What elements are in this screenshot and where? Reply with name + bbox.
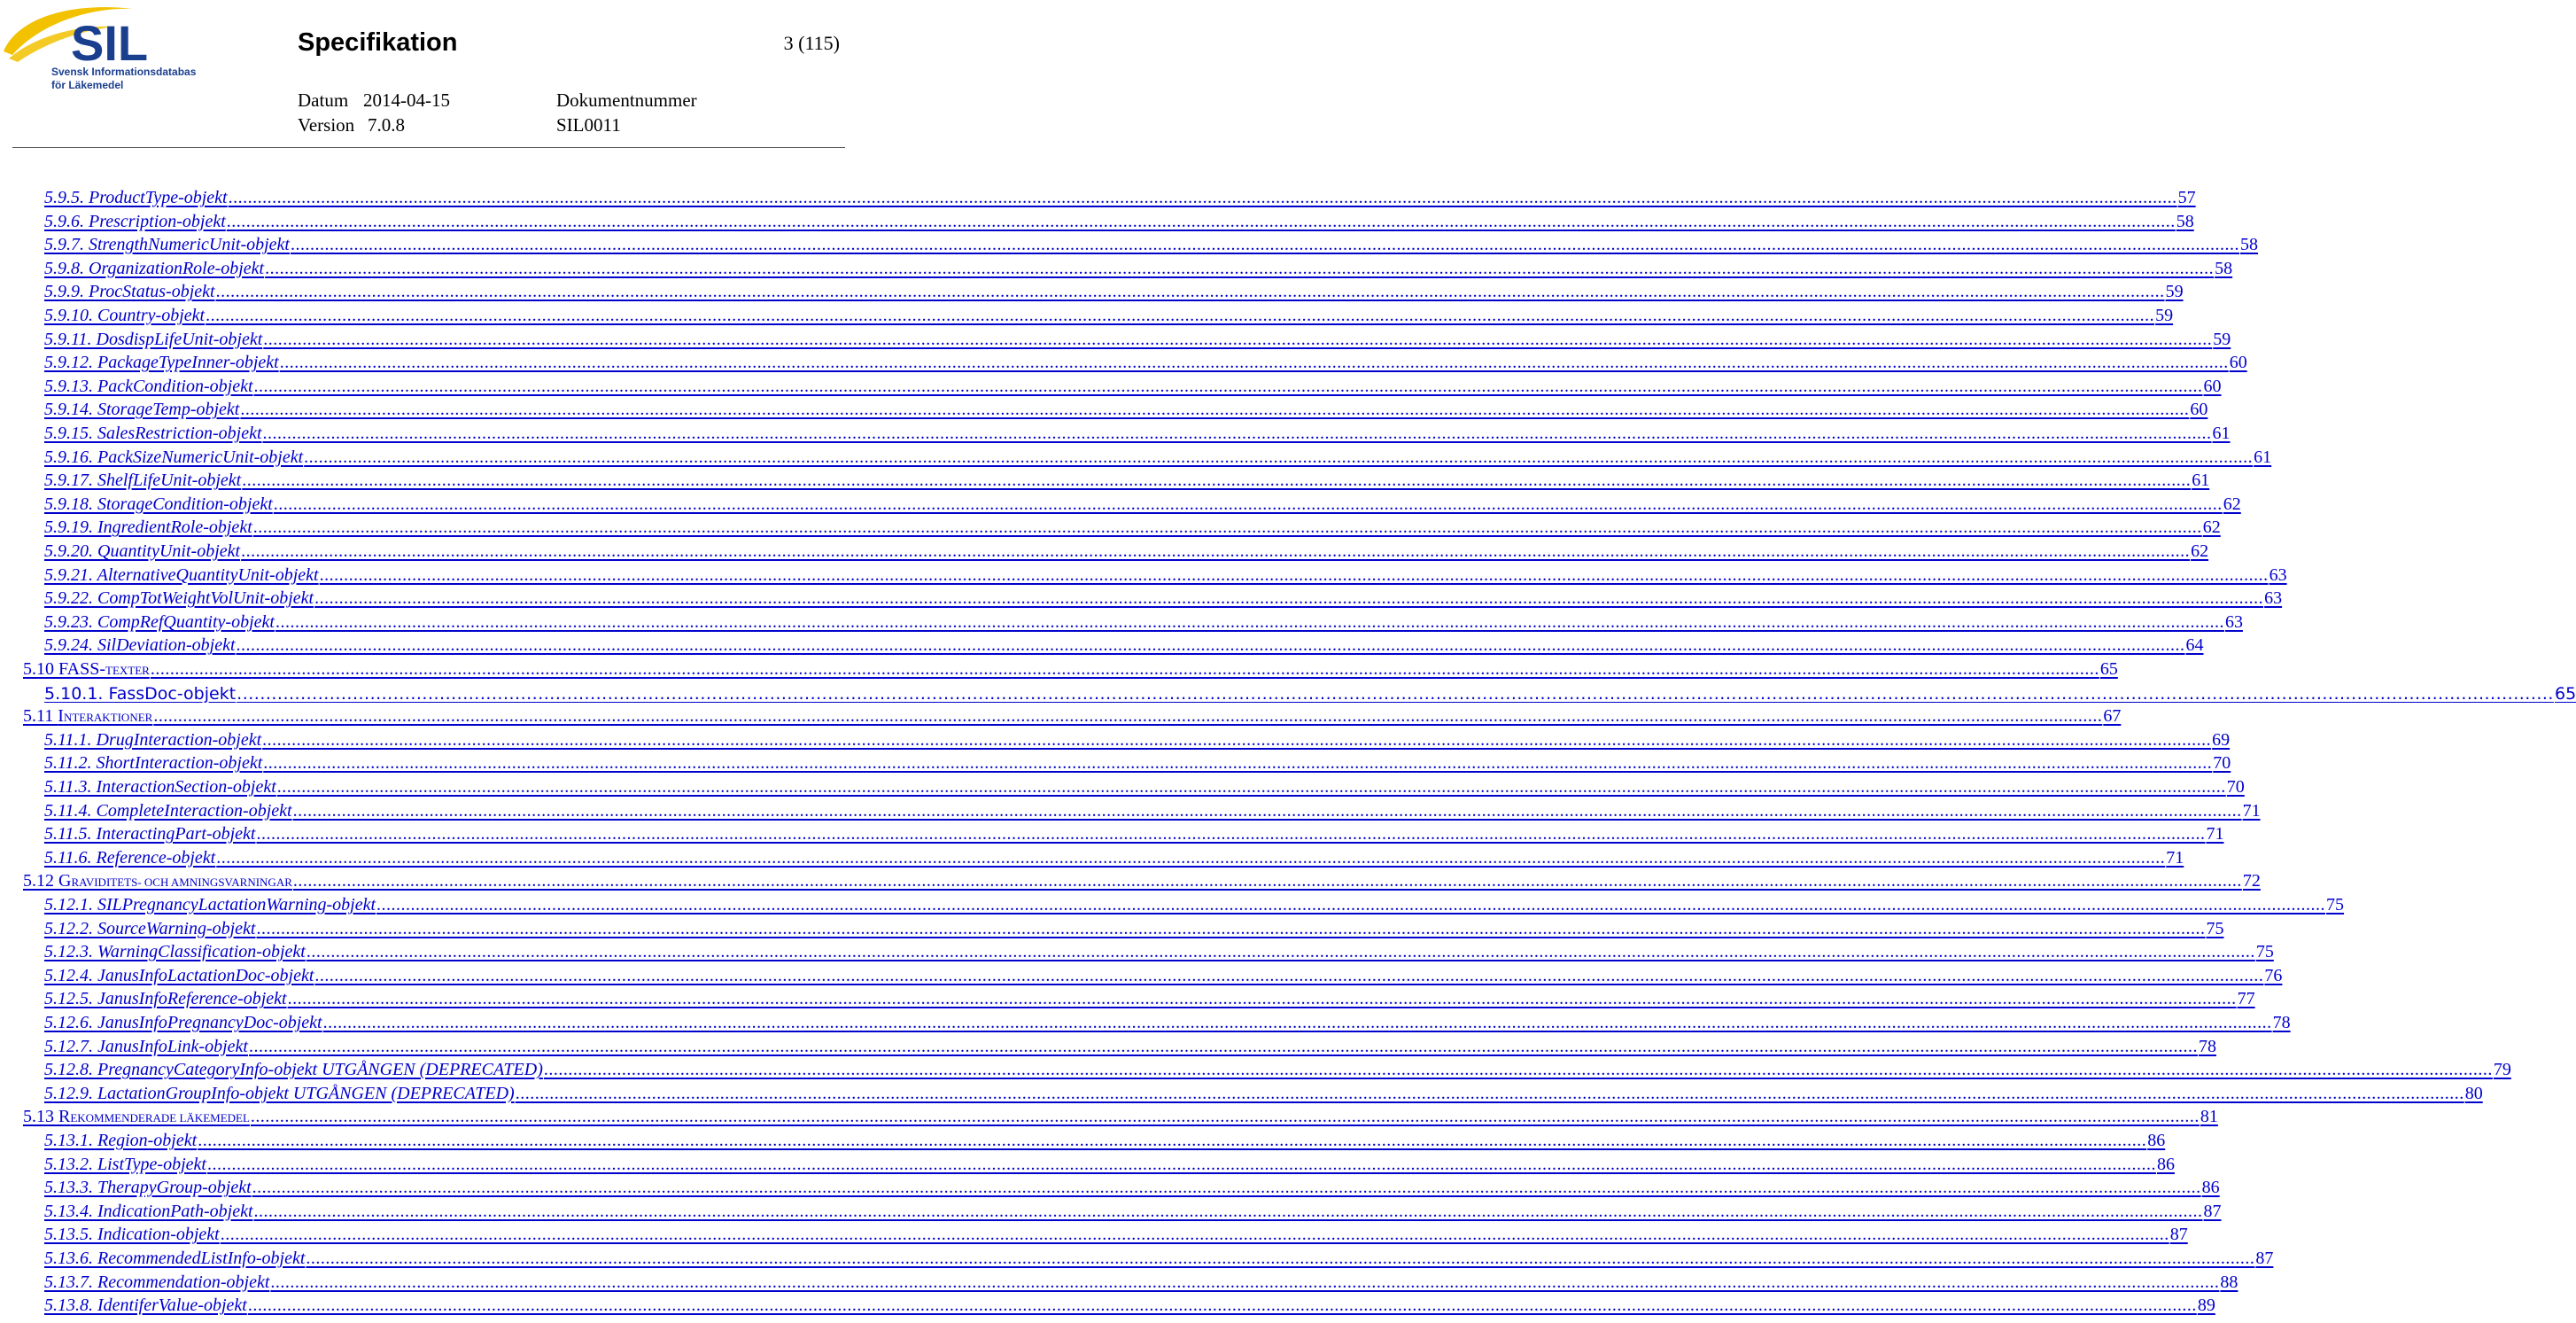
toc-entry-label: 5.11.2. ShortInteraction-objekt <box>44 753 263 774</box>
toc-section-rest: TEXTER <box>105 664 150 677</box>
toc-entry-label: 5.9.10. Country-objekt <box>44 306 206 325</box>
header-divider <box>12 147 845 148</box>
toc-dot-leader: ................................................................................................................................................................................................................................................................................................................................................................................................................ <box>279 353 2229 373</box>
toc-entry[interactable] <box>44 1246 2274 1269</box>
toc-entry[interactable] <box>44 515 2221 538</box>
toc-dot-leader: ................................................................................................................................................................................................................................................................................................................................................................................................................ <box>215 282 2165 302</box>
toc-entry-page: 64 <box>2185 635 2204 656</box>
toc-entry[interactable] <box>44 586 2283 609</box>
toc-entry-page: 75 <box>2206 918 2224 938</box>
toc-entry-label <box>23 1107 250 1127</box>
toc-entry-page: 80 <box>2464 1083 2483 1103</box>
toc-entry[interactable] <box>23 868 2261 891</box>
toc-entry-page: 62 <box>2202 518 2221 538</box>
toc-dot-leader: ................................................................................................................................................................................................................................................................................................................................................................................................................ <box>228 188 2177 207</box>
toc-dot-leader: ................................................................................................................................................................................................................................................................................................................................................................................................................ <box>306 1249 2255 1268</box>
toc-entry[interactable] <box>44 232 2258 255</box>
logo-caption <box>51 66 197 92</box>
page-number: 3 (115) <box>783 32 840 54</box>
toc-entry[interactable] <box>44 1175 2220 1198</box>
toc-entry[interactable] <box>44 986 2255 1009</box>
toc-entry[interactable] <box>44 397 2208 420</box>
toc-entry-label: 5.13.4. IndicationPath-objekt <box>44 1201 253 1221</box>
toc-entry-label: 5.9.18. StorageCondition-objekt <box>44 494 273 514</box>
toc-dot-leader: ................................................................................................................................................................................................................................................................................................................................................................................................................ <box>256 824 2206 844</box>
toc-dot-leader: ................................................................................................................................................................................................................................................................................................................................................................................................................ <box>250 1107 2200 1127</box>
toc-entry[interactable] <box>44 1199 2222 1222</box>
toc-entry[interactable] <box>44 1152 2175 1175</box>
toc-entry[interactable] <box>44 445 2272 468</box>
toc-entry-label: 5.9.16. PackSizeNumericUnit-objekt <box>44 447 304 467</box>
toc-entry-label: 5.12.4. JanusInfoLactationDoc-objekt <box>44 965 314 985</box>
toc-dot-leader: ................................................................................................................................................................................................................................................................................................................................................................................................................ <box>287 989 2237 1009</box>
toc-entry[interactable] <box>44 279 2184 302</box>
logo-brand: SIL <box>71 15 149 71</box>
toc-entry-page: 62 <box>2223 494 2241 514</box>
toc-entry[interactable] <box>44 728 2231 751</box>
toc-entry-page: 57 <box>2177 188 2196 207</box>
toc-entry-label <box>23 706 152 727</box>
toc-dot-leader: ................................................................................................................................................................................................................................................................................................................................................................................................................ <box>314 965 2264 985</box>
datum-value: 2014-04-15 <box>363 89 450 111</box>
toc-entry-label: 5.11.3. InteractionSection-objekt <box>44 777 276 797</box>
toc-entry-page: 67 <box>2103 706 2122 727</box>
toc-entry-label: 5.9.24. SilDeviation-objekt <box>44 635 236 656</box>
toc-dot-leader: ................................................................................................................................................................................................................................................................................................................................................................................................................ <box>206 1154 2156 1174</box>
toc-entry[interactable] <box>44 256 2233 279</box>
toc-entry[interactable] <box>44 374 2222 397</box>
toc-dot-leader: ................................................................................................................................................................................................................................................................................................................................................................................................................ <box>242 471 2192 491</box>
toc-entry-label: 5.13.3. TherapyGroup-objekt <box>44 1178 252 1198</box>
toc-dot-leader: ................................................................................................................................................................................................................................................................................................................................................................................................................ <box>216 847 2166 868</box>
toc-dot-leader: ................................................................................................................................................................................................................................................................................................................................................................................................................ <box>236 635 2185 656</box>
toc-dot-leader: ................................................................................................................................................................................................................................................................................................................................................................................................................ <box>291 235 2239 255</box>
toc-entry-label: 5.9.17. ShelfLifeUnit-objekt <box>44 471 242 491</box>
toc-dot-leader: ................................................................................................................................................................................................................................................................................................................................................................................................................ <box>248 1036 2198 1056</box>
toc-dot-leader: ................................................................................................................................................................................................................................................................................................................................................................................................................ <box>515 1083 2464 1103</box>
toc-section-initial: I <box>58 706 64 727</box>
toc-entry[interactable] <box>44 1010 2291 1033</box>
toc-entry[interactable] <box>44 209 2194 232</box>
toc-entry-label <box>23 659 150 680</box>
docnr-value: SIL0011 <box>556 114 621 136</box>
toc-section-rest: NTERAKTIONER <box>63 711 153 725</box>
toc-dot-leader: ................................................................................................................................................................................................................................................................................................................................................................................................................ <box>263 753 2213 774</box>
toc-entry[interactable] <box>44 1222 2188 1245</box>
toc-section-initial: FASS- <box>58 659 105 679</box>
toc-entry[interactable] <box>44 1034 2216 1057</box>
toc-entry-page: 71 <box>2166 847 2184 868</box>
toc-entry-label: 5.11.5. InteractingPart-objekt <box>44 824 256 844</box>
toc-dot-leader: ................................................................................................................................................................................................................................................................................................................................................................................................................ <box>319 564 2269 585</box>
toc-entry-page: 60 <box>2203 376 2222 396</box>
toc-entry[interactable] <box>23 1104 2218 1127</box>
toc-dot-leader: ................................................................................................................................................................................................................................................................................................................................................................................................................ <box>252 1178 2201 1198</box>
toc-entry-label: 5.13.6. RecommendedListInfo-objekt <box>44 1249 306 1268</box>
toc-entry[interactable] <box>44 798 2261 821</box>
toc-entry[interactable] <box>44 610 2243 633</box>
toc-entry-label: 5.12.9. LactationGroupInfo-objekt UTGÅNGEN (DEPRECATED) <box>44 1083 515 1103</box>
toc-dot-leader: ................................................................................................................................................................................................................................................................................................................................................................................................................ <box>275 611 2224 632</box>
toc-entry-page: 89 <box>2197 1296 2215 1316</box>
version-value: 7.0.8 <box>368 114 405 136</box>
toc-entry-label: 5.12.6. JanusInfoPregnancyDoc-objekt <box>44 1013 322 1032</box>
toc-entry-label: 5.11.1. DrugInteraction-objekt <box>44 729 262 750</box>
toc-entry-page: 58 <box>2215 258 2233 278</box>
toc-entry[interactable] <box>44 1270 2238 1293</box>
toc-entry-page: 79 <box>2493 1060 2511 1080</box>
toc-entry-page: 70 <box>2213 753 2231 774</box>
toc-entry-page: 62 <box>2191 541 2209 561</box>
toc-entry-label: 5.9.9. ProcStatus-objekt <box>44 282 215 302</box>
toc-entry-page: 58 <box>2176 211 2194 231</box>
toc-entry-label: 5.10.1. FassDoc-objekt <box>44 683 237 704</box>
toc-entry-page: 81 <box>2200 1107 2218 1127</box>
toc-entry-label: 5.13.1. Region-objekt <box>44 1131 198 1150</box>
toc-entry-page: 65 <box>2099 659 2118 679</box>
toc-section-number: 5.10 <box>23 659 58 679</box>
logo-caption-line1: Svensk Informationsdatabas <box>51 66 197 78</box>
toc-entry[interactable] <box>44 821 2224 844</box>
toc-entry[interactable] <box>44 1128 2166 1151</box>
toc-entry-page: 59 <box>2155 306 2174 325</box>
toc-entry-label: 5.9.5. ProductType-objekt <box>44 188 228 207</box>
toc-entry-label: 5.9.15. SalesRestriction-objekt <box>44 424 262 443</box>
toc-entry-label: 5.9.12. PackageTypeInner-objekt <box>44 353 279 373</box>
version-label: Version <box>298 114 355 136</box>
toc-entry[interactable] <box>23 657 2118 680</box>
toc-entry-label: 5.13.2. ListType-objekt <box>44 1154 206 1174</box>
toc-entry[interactable] <box>44 350 2247 373</box>
toc-section-number: 5.13 <box>23 1107 58 1127</box>
document-title: Specifikation <box>298 28 458 57</box>
toc-entry[interactable] <box>44 468 2210 491</box>
toc-entry[interactable] <box>44 916 2224 939</box>
toc-dot-leader: ................................................................................................................................................................................................................................................................................................................................................................................................................ <box>256 918 2206 938</box>
toc-entry-label: 5.9.11. DosdispLifeUnit-objekt <box>44 329 263 349</box>
toc-dot-leader: ................................................................................................................................................................................................................................................................................................................................................................................................................ <box>262 729 2212 750</box>
toc-dot-leader: ................................................................................................................................................................................................................................................................................................................................................................................................................ <box>220 1225 2169 1245</box>
toc-dot-leader: ................................................................................................................................................................................................................................................................................................................................................................................................................ <box>306 942 2255 962</box>
toc-entry[interactable] <box>44 539 2209 562</box>
toc-section-number: 5.11 <box>23 706 58 727</box>
toc-entry-label: 5.11.6. Reference-objekt <box>44 847 216 868</box>
toc-entry[interactable] <box>23 704 2122 727</box>
toc-dot-leader: ................................................................................................................................................................................................................................................................................................................................................................................................................ <box>150 659 2099 679</box>
toc-entry-label: 5.9.20. QuantityUnit-objekt <box>44 541 241 561</box>
sil-logo <box>0 0 197 106</box>
toc-dot-leader: ................................................................................................................................................................................................................................................................................................................................................................................................................ <box>206 306 2155 325</box>
toc-entry-label: 5.12.5. JanusInfoReference-objekt <box>44 989 287 1009</box>
toc-entry-page: 87 <box>2203 1201 2222 1221</box>
toc-dot-leader: ................................................................................................................................................................................................................................................................................................................................................................................................................ <box>263 329 2213 349</box>
toc-entry-label: 5.9.6. Prescription-objekt <box>44 211 226 231</box>
toc-entry-page: 61 <box>2254 447 2272 467</box>
toc-entry-page: 87 <box>2169 1225 2188 1245</box>
toc-entry-page: 86 <box>2147 1131 2166 1150</box>
toc-entry-label: 5.12.8. PregnancyCategoryInfo-objekt UTGÅNGEN (DEPRECATED) <box>44 1060 543 1080</box>
toc-entry-page: 71 <box>2242 800 2261 821</box>
toc-entry-page: 88 <box>2220 1272 2238 1292</box>
toc-entry-page: 72 <box>2242 871 2261 891</box>
toc-entry-page: 61 <box>2212 424 2231 443</box>
toc-entry-label: 5.9.13. PackCondition-objekt <box>44 376 253 396</box>
toc-entry-label: 5.12.7. JanusInfoLink-objekt <box>44 1036 248 1056</box>
toc-entry-label: 5.13.5. Indication-objekt <box>44 1225 220 1245</box>
toc-dot-leader: ................................................................................................................................................................................................................................................................................................................................................................................................................ <box>262 424 2212 443</box>
toc-entry-page: 76 <box>2264 965 2283 985</box>
toc-dot-leader: ................................................................................................................................................................................................................................................................................................................................................................................................................ <box>265 258 2215 278</box>
toc-dot-leader: ................................................................................................................................................................................................................................................................................................................................................................................................................ <box>273 494 2223 514</box>
toc-entry[interactable] <box>44 563 2287 586</box>
toc-entry[interactable] <box>44 421 2231 444</box>
toc-entry-page: 75 <box>2255 942 2274 962</box>
toc-entry-page: 63 <box>2224 611 2243 632</box>
toc-entry[interactable] <box>44 185 2196 208</box>
toc-entry-page: 60 <box>2229 353 2247 373</box>
sil-logo-graphic <box>0 0 186 69</box>
toc-entry[interactable] <box>44 1293 2215 1316</box>
toc-entry-page: 58 <box>2240 235 2258 255</box>
toc-dot-leader: ................................................................................................................................................................................................................................................................................................................................................................................................................ <box>253 1201 2203 1221</box>
toc-dot-leader: ................................................................................................................................................................................................................................................................................................................................................................................................................ <box>314 588 2264 609</box>
toc-entry[interactable] <box>44 303 2174 326</box>
toc-entry-page: 59 <box>2165 282 2184 302</box>
toc-entry-label: 5.13.7. Recommendation-objekt <box>44 1272 270 1292</box>
toc-entry[interactable] <box>44 681 2576 704</box>
toc-entry-page: 61 <box>2192 471 2210 491</box>
toc-entry[interactable] <box>44 939 2274 962</box>
toc-entry-label: 5.13.8. IdentiferValue-objekt <box>44 1296 247 1316</box>
toc-section-rest: EKOMMENDERADE LÄKEMEDEL <box>70 1111 250 1125</box>
toc-entry-page: 71 <box>2206 824 2224 844</box>
toc-entry-label: 5.9.8. OrganizationRole-objekt <box>44 258 265 278</box>
toc-entry-label <box>23 871 292 891</box>
toc-dot-leader: ................................................................................................................................................................................................................................................................................................................................................................................................................ <box>322 1013 2272 1032</box>
toc-entry[interactable] <box>44 963 2283 986</box>
toc-entry-page: 65 <box>2554 683 2576 704</box>
toc-section-rest: RAVIDITETS- OCH AMNINGSVARNINGAR <box>71 876 292 890</box>
toc-entry-label: 5.9.19. IngredientRole-objekt <box>44 518 252 538</box>
toc-dot-leader: ................................................................................................................................................................................................................................................................................................................................................................................................................ <box>240 400 2190 420</box>
datum-label: Datum <box>298 89 349 111</box>
logo-caption-line2: för Läkemedel <box>51 79 124 91</box>
toc-entry-page: 75 <box>2326 895 2345 914</box>
toc-dot-leader: ................................................................................................................................................................................................................................................................................................................................................................................................................ <box>241 541 2191 561</box>
toc-entry-label: 5.9.14. StorageTemp-objekt <box>44 400 240 420</box>
toc-entry[interactable] <box>44 633 2204 656</box>
toc-entry-page: 69 <box>2212 729 2231 750</box>
toc-dot-leader: ................................................................................................................................................................................................................................................................................................................................................................................................................ <box>252 518 2202 538</box>
toc-entry-label: 5.9.22. CompTotWeightVolUnit-objekt <box>44 588 314 609</box>
toc-entry[interactable] <box>44 1081 2483 1104</box>
toc-entry-page: 78 <box>2198 1036 2216 1056</box>
toc-entry-page: 77 <box>2237 989 2255 1009</box>
toc-dot-leader: ................................................................................................................................................................................................................................................................................................................................................................................................................ <box>247 1296 2197 1316</box>
toc-section-initial: R <box>58 1107 71 1127</box>
toc-dot-leader: ................................................................................................................................................................................................................................................................................................................................................................................................................ <box>153 706 2103 727</box>
toc-entry-label: 5.9.23. CompRefQuantity-objekt <box>44 611 275 632</box>
toc-dot-leader: ................................................................................................................................................................................................................................................................................................................................................................................................................ <box>198 1131 2147 1150</box>
docnr-label: Dokumentnummer <box>556 89 697 111</box>
toc-entry-label: 5.9.21. AlternativeQuantityUnit-objekt <box>44 564 319 585</box>
toc-entry[interactable] <box>44 751 2231 774</box>
toc-entry-page: 63 <box>2264 588 2283 609</box>
toc-entry-page: 63 <box>2269 564 2287 585</box>
toc-dot-leader: ................................................................................................................................................................................................................................................................................................................................................................................................................ <box>226 211 2176 231</box>
toc-entry[interactable] <box>44 1057 2511 1080</box>
toc-dot-leader: ................................................................................................................................................................................................................................................................................................................................................................................................................ <box>543 1060 2493 1080</box>
toc-entry[interactable] <box>44 492 2241 515</box>
toc-dot-leader: ................................................................................................................................................................................................................................................................................................................................................................................................................ <box>270 1272 2220 1292</box>
toc-dot-leader: ................................................................................................................................................................................................................................................................................................................................................................................................................ <box>276 777 2226 797</box>
toc-entry-label: 5.12.3. WarningClassification-objekt <box>44 942 306 962</box>
toc-entry-page: 59 <box>2213 329 2231 349</box>
toc-entry-page: 86 <box>2201 1178 2220 1198</box>
toc-section-number: 5.12 <box>23 871 58 891</box>
toc-dot-leader: ................................................................................................................................................................................................................................................................................................................................................................................................................ <box>253 376 2203 396</box>
toc-entry-page: 70 <box>2226 777 2245 797</box>
toc-entry-page: 87 <box>2255 1249 2274 1268</box>
toc-dot-leader: ................................................................................................................................................................................................................................................................................................................................................................................................................ <box>304 447 2254 467</box>
toc-entry-page: 86 <box>2156 1154 2175 1174</box>
toc-section-initial: G <box>58 871 72 891</box>
toc-dot-leader: ................................................................................................................................................................................................................................................................................................................................................................................................................ <box>376 895 2326 914</box>
toc-entry-label: 5.11.4. CompleteInteraction-objekt <box>44 800 292 821</box>
toc-entry[interactable] <box>44 892 2345 915</box>
toc-dot-leader: ................................................................................................................................................................................................................................................................................................................................................................................................................ <box>292 800 2242 821</box>
toc-dot-leader: ................................................................................................................................................................................................................................................................................................................................................................................................................ <box>292 871 2242 891</box>
toc-entry-page: 78 <box>2272 1013 2291 1032</box>
toc-dot-leader: ................................................................................................................................................................................................................................................................................................................................................................................................................ <box>237 683 2554 704</box>
toc-entry-label: 5.12.1. SILPregnancyLactationWarning-objekt <box>44 895 376 914</box>
toc-entry-page: 60 <box>2190 400 2208 420</box>
toc-entry[interactable] <box>44 327 2231 350</box>
toc-entry-label: 5.12.2. SourceWarning-objekt <box>44 918 256 938</box>
toc-entry[interactable] <box>44 774 2245 798</box>
toc-entry-label: 5.9.7. StrengthNumericUnit-objekt <box>44 235 290 255</box>
toc-entry[interactable] <box>44 845 2184 868</box>
